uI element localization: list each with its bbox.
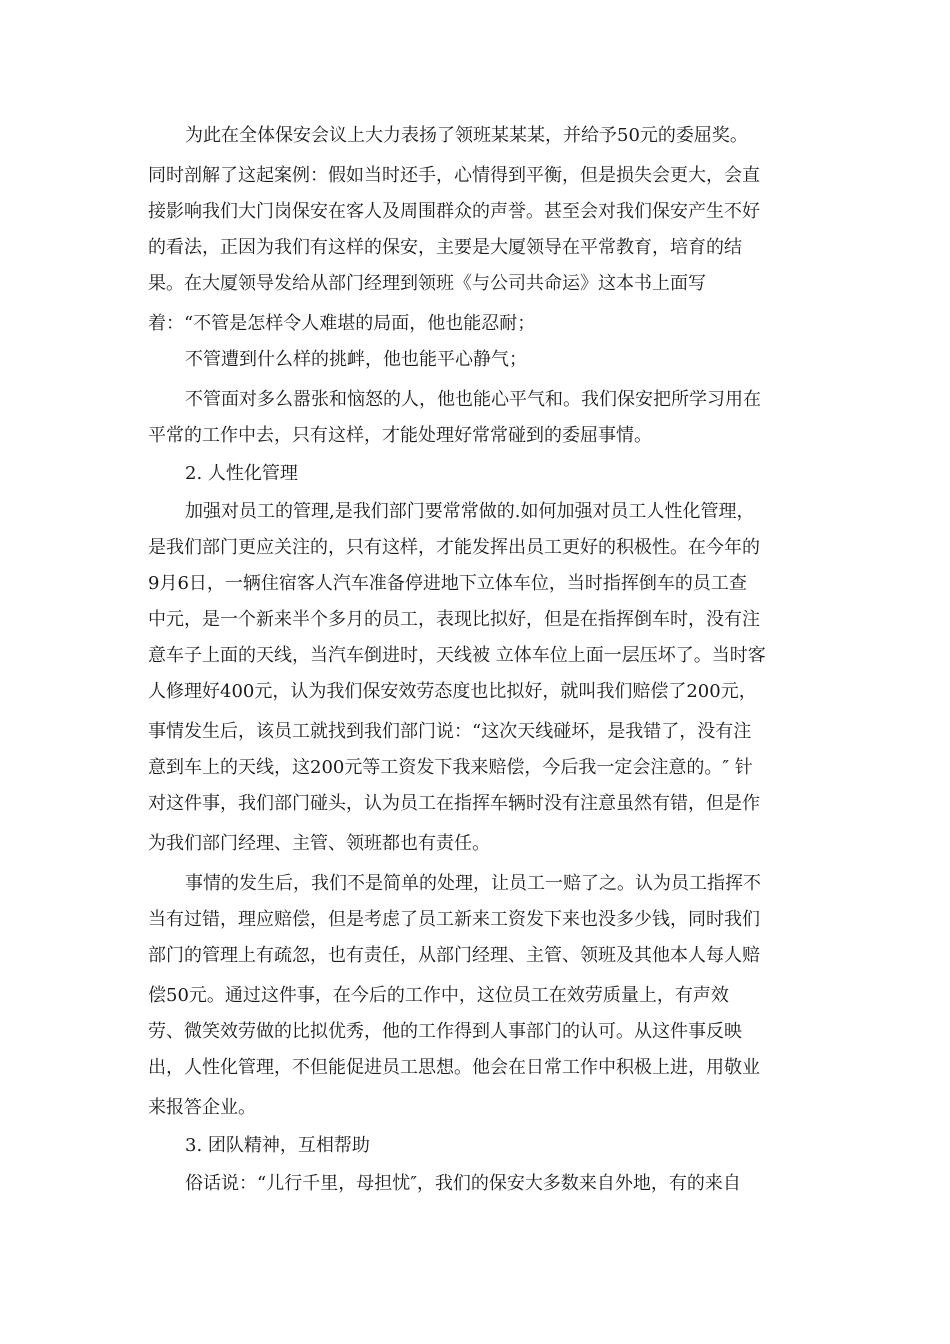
text-line: 事情的发生后，我们不是简单的处理，让员工一赔了之。认为员工指挥不 (185, 873, 761, 894)
text-line: 劳、微笑效劳做的比拟优秀，他的工作得到人事部门的认可。从这件事反映 (148, 1021, 742, 1042)
text-line: 为此在全体保安会议上大力表扬了领班某某某，并给予50元的委屈奖。 (185, 125, 748, 146)
section-heading: 2. 人性化管理 (185, 463, 298, 484)
text-line: 不管面对多么嚣张和恼怒的人，他也能心平气和。我们保安把所学习用在 (185, 389, 761, 410)
text-line: 来报答企业。 (148, 1097, 256, 1118)
text-line: 俗话说：“儿行千里，母担忧″，我们的保安大多数来自外地，有的来自 (185, 1173, 741, 1194)
text-line: 是我们部门更应关注的，只有这样，才能发挥出员工更好的积极性。在今年的 (148, 537, 760, 558)
text-line: 同时剖解了这起案例：假如当时还手，心情得到平衡，但是损失会更大，会直 (148, 165, 760, 186)
text-line: 意车子上面的天线，当汽车倒进时，天线被 立体车位上面一层压坏了。当时客 (148, 645, 766, 666)
text-line: 事情发生后，该员工就找到我们部门说：“这次天线碰坏，是我错了，没有注 (148, 721, 752, 742)
text-line: 中元，是一个新来半个多月的员工，表现比拟好，但是在指挥倒车时，没有注 (148, 609, 760, 630)
text-line: 平常的工作中去，只有这样，才能处理好常常碰到的委屈事情。 (148, 425, 652, 446)
text-line: 出，人性化管理，不但能促进员工思想。他会在日常工作中积极上进，用敬业 (148, 1057, 760, 1078)
text-line: 着：“不管是怎样令人难堪的局面，他也能忍耐； (148, 313, 536, 334)
text-line: 加强对员工的管理,是我们部门要常常做的.如何加强对员工人性化管理， (185, 501, 755, 522)
section-heading: 3. 团队精神，互相帮助 (185, 1135, 370, 1156)
text-line: 的看法，正因为我们有这样的保安，主要是大厦领导在平常教育，培育的结 (148, 237, 742, 258)
text-line: 为我们部门经理、主管、领班都也有责任。 (148, 833, 490, 854)
text-line: 9月6日，一辆住宿客人汽车准备停进地下立体车位，当时指挥倒车的员工查 (148, 573, 747, 594)
text-line: 不管遭到什么样的挑衅，他也能平心静气； (185, 349, 527, 370)
text-line: 接影响我们大门岗保安在客人及周围群众的声誉。甚至会对我们保安产生不好 (148, 201, 760, 222)
text-line: 果。在大厦领导发给从部门经理到领班《与公司共命运》这本书上面写 (148, 273, 706, 294)
text-line: 意到车上的天线，这200元等工资发下我来赔偿，今后我一定会注意的。″ 针 (148, 757, 753, 778)
text-line: 偿50元。通过这件事，在今后的工作中，这位员工在效劳质量上，有声效 (148, 985, 729, 1006)
text-line: 对这件事，我们部门碰头，认为员工在指挥车辆时没有注意虽然有错，但是作 (148, 793, 760, 814)
text-line: 当有过错，理应赔偿，但是考虑了员工新来工资发下来也没多少钱，同时我们 (148, 909, 760, 930)
text-line: 部门的管理上有疏忽，也有责任，从部门经理、主管、领班及其他本人每人赔 (148, 945, 760, 966)
text-line: 人修理好400元，认为我们保安效劳态度也比拟好，就叫我们赔偿了200元， (148, 681, 757, 702)
